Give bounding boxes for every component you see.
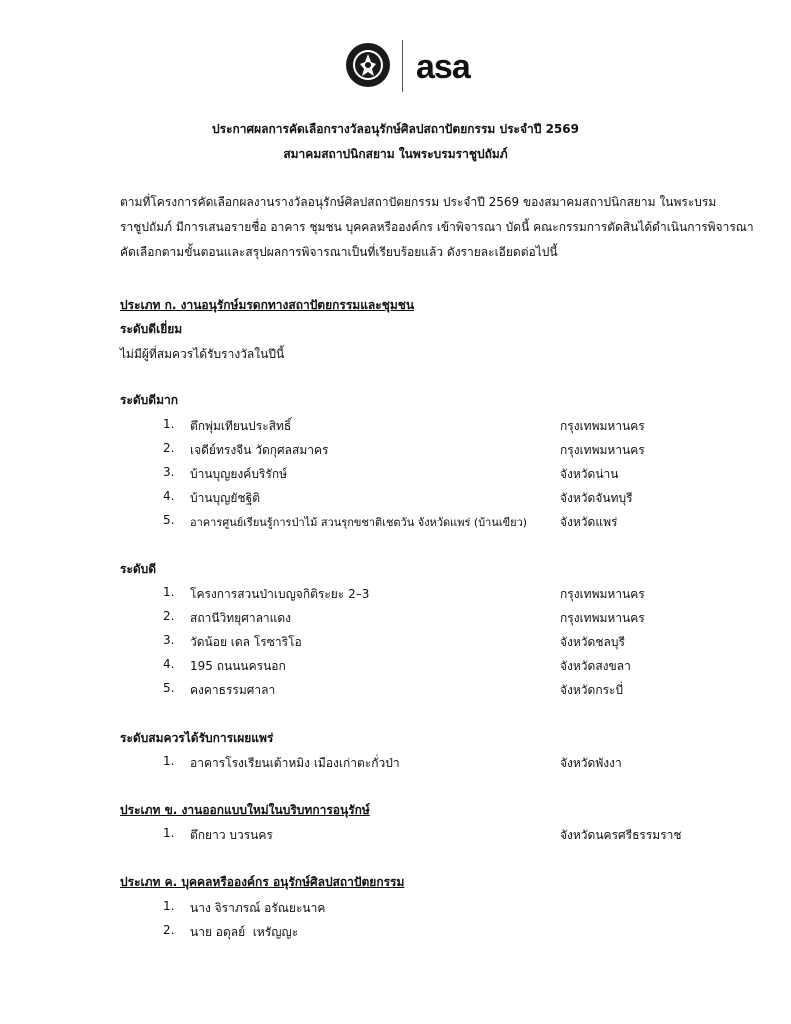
item-number: 4. [163, 657, 175, 671]
level-publicity-label: ระดับสมควรได้รับการเผยแพร่ [120, 731, 274, 745]
item-location: จังหวัดนครศรีธรรมราช [560, 828, 682, 842]
item-location: จังหวัดพังงา [560, 756, 622, 770]
list-item [0, 923, 791, 941]
level-excellent-label: ระดับดีเยี่ยม [120, 322, 183, 336]
item-name: บ้านบุญยงค์บริรักษ์ [190, 467, 288, 481]
item-number: 2. [163, 609, 175, 623]
association-seal-logo [345, 42, 391, 88]
item-number: 1. [163, 754, 175, 768]
item-number: 3. [163, 633, 175, 647]
intro-paragraph [120, 190, 754, 265]
item-location: จังหวัดชลบุรี [560, 635, 625, 649]
intro-line: ตามที่โครงการคัดเลือกผลงานรางวัลอนุรักษ์ศิลปสถาปัตยกรรม ประจำปี 2569 ของสมาคมสถาปนิกสยาม ในพระบรม [120, 195, 717, 209]
item-number: 5. [163, 513, 175, 527]
item-number: 1. [163, 417, 175, 431]
item-name: อาคารศูนย์เรียนรู้การป่าไม้ สวนรุกขชาติเชตวัน จังหวัดแพร่ (บ้านเขียว) [190, 516, 528, 529]
item-location: กรุงเทพมหานคร [560, 611, 645, 625]
list-item [0, 681, 791, 699]
item-name: คงคาธรรมศาลา [190, 683, 276, 697]
item-name: บ้านบุญยัชฐิติ [190, 491, 260, 505]
item-name: นาง จิราภรณ์ อรัณยะนาค [190, 901, 326, 915]
list-item [0, 609, 791, 627]
header-logos [0, 40, 791, 96]
item-number: 4. [163, 489, 175, 503]
list-item [0, 657, 791, 675]
item-location: กรุงเทพมหานคร [560, 587, 645, 601]
item-number: 1. [163, 899, 175, 913]
list-item [0, 513, 791, 531]
level-excellent-note: ไม่มีผู้ที่สมควรได้รับรางวัลในปีนี้ [120, 347, 285, 361]
announcement-subtitle: สมาคมสถาปนิกสยาม ในพระบรมราชูปถัมภ์ [283, 147, 508, 161]
list-item [0, 633, 791, 651]
intro-line: คัดเลือกตามขั้นตอนและสรุปผลการพิจารณาเป็นที่เรียบร้อยแล้ว ดังรายละเอียดต่อไปนี้ [120, 245, 558, 259]
list-item [0, 417, 791, 435]
svg-text:asa: asa [416, 48, 470, 86]
item-location: จังหวัดจันทบุรี [560, 491, 633, 505]
asa-logo [416, 42, 488, 88]
item-number: 5. [163, 681, 175, 695]
item-location: จังหวัดน่าน [560, 467, 619, 481]
logo-divider [402, 40, 403, 92]
item-name: 195 ถนนนครนอก [190, 659, 286, 673]
item-location: จังหวัดแพร่ [560, 515, 618, 529]
category-a-heading: ประเภท ก. งานอนุรักษ์มรดกทางสถาปัตยกรรมและชุมชน [120, 298, 415, 312]
item-number: 3. [163, 465, 175, 479]
item-location: กรุงเทพมหานคร [560, 443, 645, 457]
level-good-label: ระดับดี [120, 562, 157, 576]
item-number: 1. [163, 585, 175, 599]
list-item [0, 754, 791, 772]
item-name: สถานีวิทยุศาลาแดง [190, 611, 292, 625]
list-item [0, 441, 791, 459]
item-name: อาคารโรงเรียนเต้าหมิง เมืองเก่าตะกั่วป่า [190, 756, 400, 770]
intro-line: ราชูปถัมภ์ มีการเสนอรายชื่อ อาคาร ชุมชน บุคคลหรือองค์กร เข้าพิจารณา บัดนี้ คณะกรรมการตัดสินได้ดำเนินการพิจารณา [120, 220, 754, 234]
list-item [0, 826, 791, 844]
item-number: 2. [163, 441, 175, 455]
item-name: เจดีย์ทรงจีน วัดกุศลสมาคร [190, 443, 329, 457]
list-item [0, 465, 791, 483]
item-location: จังหวัดสงขลา [560, 659, 631, 673]
item-name: ตึกพุ่มเทียนประสิทธิ์ [190, 419, 292, 433]
item-location: จังหวัดกระบี่ [560, 683, 624, 697]
item-number: 2. [163, 923, 175, 937]
item-name: นาย อดุลย์ เหรัญญะ [190, 925, 299, 939]
list-item [0, 899, 791, 917]
level-very-good-label: ระดับดีมาก [120, 393, 179, 407]
item-name: ตึกยาว บวรนคร [190, 828, 273, 842]
category-c-heading: ประเภท ค. บุคคลหรือองค์กร อนุรักษ์ศิลปสถาปัตยกรรม [120, 875, 405, 889]
item-location: กรุงเทพมหานคร [560, 419, 645, 433]
category-b-heading: ประเภท ข. งานออกแบบใหม่ในบริบทการอนุรักษ์ [120, 803, 370, 817]
list-item [0, 585, 791, 603]
item-name: วัดน้อย เดล โรซาริโอ [190, 635, 302, 649]
list-item [0, 489, 791, 507]
item-number: 1. [163, 826, 175, 840]
item-name: โครงการสวนป่าเบญจกิติระยะ 2–3 [190, 587, 370, 601]
announcement-title: ประกาศผลการคัดเลือกรางวัลอนุรักษ์ศิลปสถาปัตยกรรม ประจำปี 2569 [212, 122, 579, 136]
